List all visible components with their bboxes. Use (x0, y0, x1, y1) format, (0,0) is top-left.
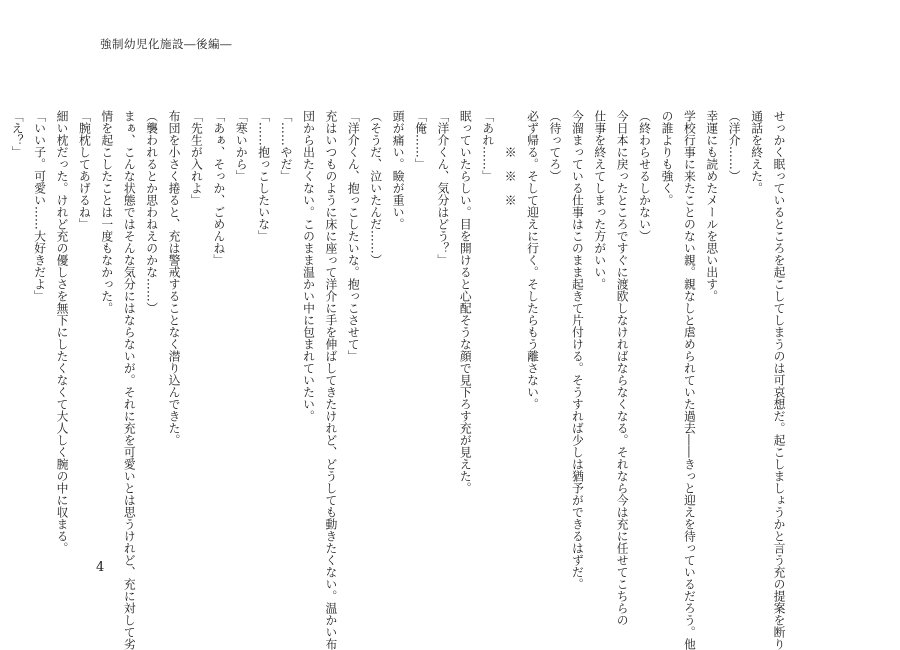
text-line: 布団を小さく捲ると、充は警戒することなく潜り込んできた。 (167, 110, 182, 446)
page-number: 4 (96, 560, 105, 575)
text-line: 「洋介くん、気分はどう？」 (435, 110, 450, 266)
text-line: 「寒いから」 (234, 110, 249, 182)
text-line: （待ってろ） (547, 110, 562, 182)
text-line: 「……抱っこしたいな」 (256, 110, 271, 242)
text-line: 「……やだ」 (279, 110, 294, 182)
text-line: せっかく眠っているところを起こしてしまうのは可哀想だ。起こしましょうかと言う充の提案を断り (772, 110, 786, 650)
text-line: 必ず帰る。そして迎えに行く。そしたらもう離さない。 (525, 110, 540, 410)
text-line: 「腕枕してあげるね」 (77, 110, 92, 230)
text-line: （終わらせるしかない） (637, 110, 652, 242)
text-line: 頭が痛い。瞼が重い。 (391, 110, 406, 230)
text-line: 通話を終えた。 (749, 110, 764, 194)
vertical-body-text (10, 110, 790, 650)
text-line: 情を起こしたことは一度もなかった。 (99, 110, 114, 314)
text-line: （そうだ、泣いたんだ……） (368, 110, 383, 266)
text-line: 「あぁ、そっか、ごめんね」 (211, 110, 226, 266)
text-line: 「俺……」 (413, 110, 428, 170)
text-line: まぁ、こんな状態ではそんな気分にはならないが。それに充を可愛いとは思うけれど、充に対して劣 (122, 110, 137, 650)
text-line: 「あれ……」 (480, 110, 495, 182)
text-line: 幸運にも読めたメールを思い出す。 (704, 110, 719, 302)
text-line: 「先生が入れよ」 (189, 110, 204, 206)
text-line: 仕事を終えてしまった方がいい。 (592, 110, 607, 290)
text-line: （洋介……） (727, 110, 742, 182)
text-line: 「いい子。可愛い……大好きだよ」 (32, 110, 47, 302)
text-line: 「え？」 (10, 110, 25, 158)
text-line: ※ ※ ※ (503, 110, 518, 206)
text-line: 充はいつものように床に座って洋介に手を伸ばしてきたけれど、どうしても動きたくない。温かい布 (323, 110, 338, 650)
text-line: 学校行事に来たことのない親。親なしと虐められていた過去――きっと迎えを待っているだろう。他 (682, 110, 697, 650)
text-line: 眠っていたらしい。目を開けると心配そうな顔で見下ろす充が見えた。 (458, 110, 473, 494)
text-line: 「洋介くん、抱っこしたいな。抱っこさせて」 (346, 110, 361, 362)
text-line: （襲われるとか思わねえのかな……） (144, 110, 159, 314)
text-line: 今溜まっている仕事はこのまま起きて片付ける。そうすれば少しは猶予ができるはずだ。 (570, 110, 585, 590)
running-header: 強制幼児化施設―後編― (100, 37, 232, 51)
text-line: 細い枕だった。けれど充の優しさを無下にしたくなくて大人しく腕の中に収まる。 (55, 110, 69, 554)
text-line: 団から出たくない。このまま温かい中に包まれていたい。 (301, 110, 316, 422)
text-line: の誰よりも強く。 (659, 110, 674, 206)
text-line: 今日本に戻ったところですぐに渡欧しなければならなくなる。それなら今は充に任せてこちらの (615, 110, 630, 626)
